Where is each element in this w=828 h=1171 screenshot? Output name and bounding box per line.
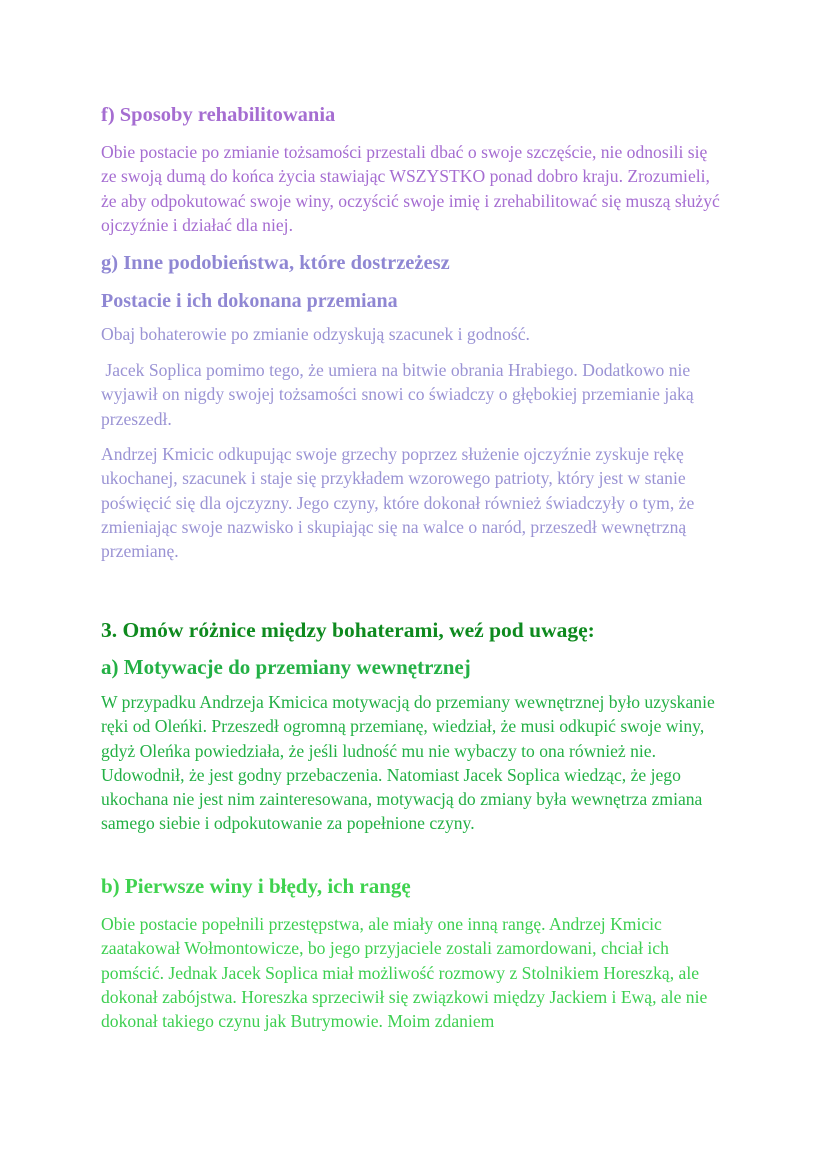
- heading-a: a) Motywacje do przemiany wewnętrznej: [101, 655, 471, 679]
- heading-b: b) Pierwsze winy i błędy, ich rangę: [101, 874, 411, 898]
- paragraph-g-1: Obaj bohaterowie po zmianie odzyskują szacunek i godność.: [101, 324, 530, 344]
- heading-question-3: 3. Omów różnice między bohaterami, weź pod uwagę:: [101, 618, 595, 642]
- paragraph-g-3: Andrzej Kmicic odkupując swoje grzechy poprzez służenie ojczyźnie zyskuje rękę ukochanej, szacunek i staje się przykładem wzorowego patrioty, który jest w stanie poświęcić się dla ojczyzny. Jego czyny, które dokonał również świadczyły o tym, że zmieniając swoje nazwisko i skupiając się na walce o naród, przeszedł wewnętrzną przemianę.: [101, 444, 695, 562]
- paragraph-a: W przypadku Andrzeja Kmicica motywacją do przemiany wewnętrznej było uzyskanie ręki od Oleńki. Przeszedł ogromną przemianę, wiedział, że musi odkupić swoje winy, gdyż Oleńka powiedziała, że jeśli ludność mu nie wybaczy to ona również nie. Udowodnił, że jest godny przebaczenia. Natomiast Jacek Soplica wiedząc, że jego ukochana nie jest nim zainteresowana, motywacją do zmiany była wewnętrza zmiana samego siebie i odpokutowanie za popełnione czyny.: [101, 692, 715, 834]
- paragraph-b: Obie postacie popełnili przestępstwa, ale miały one inną rangę. Andrzej Kmicic zaatakował Wołmontowicze, bo jego przyjaciele zostali zamordowani, chciał ich pomścić. Jednak Jacek Soplica miał możliwość rozmowy z Stolnikiem Horeszką, ale dokonał zabójstwa. Horeszka sprzeciwił się związkowi między Jackiem i Ewą, ale nie dokonał takiego czynu jak Butrymowie. Moim zdaniem: [101, 914, 708, 1032]
- paragraph-g-2: Jacek Soplica pomimo tego, że umiera na bitwie obrania Hrabiego. Dodatkowo nie wyjawił on nigdy swojej tożsamości snowi co świadczy o głębokiej przemianie jaką przeszedł.: [101, 360, 699, 429]
- subheading-g: Postacie i ich dokonana przemiana: [101, 290, 398, 312]
- paragraph-f: Obie postacie po zmianie tożsamości przestali dbać o swoje szczęście, nie odnosili się ze swoją dumą do końca życia stawiając WSZYSTKO ponad dobro kraju. Zrozumieli, że aby odpokutować swoje winy, oczyścić swoje imię i zrehabilitować się muszą służyć ojczyźnie i działać dla niej.: [101, 142, 720, 235]
- heading-g: g) Inne podobieństwa, które dostrzeżesz: [101, 252, 450, 274]
- heading-f: f) Sposoby rehabilitowania: [101, 104, 336, 126]
